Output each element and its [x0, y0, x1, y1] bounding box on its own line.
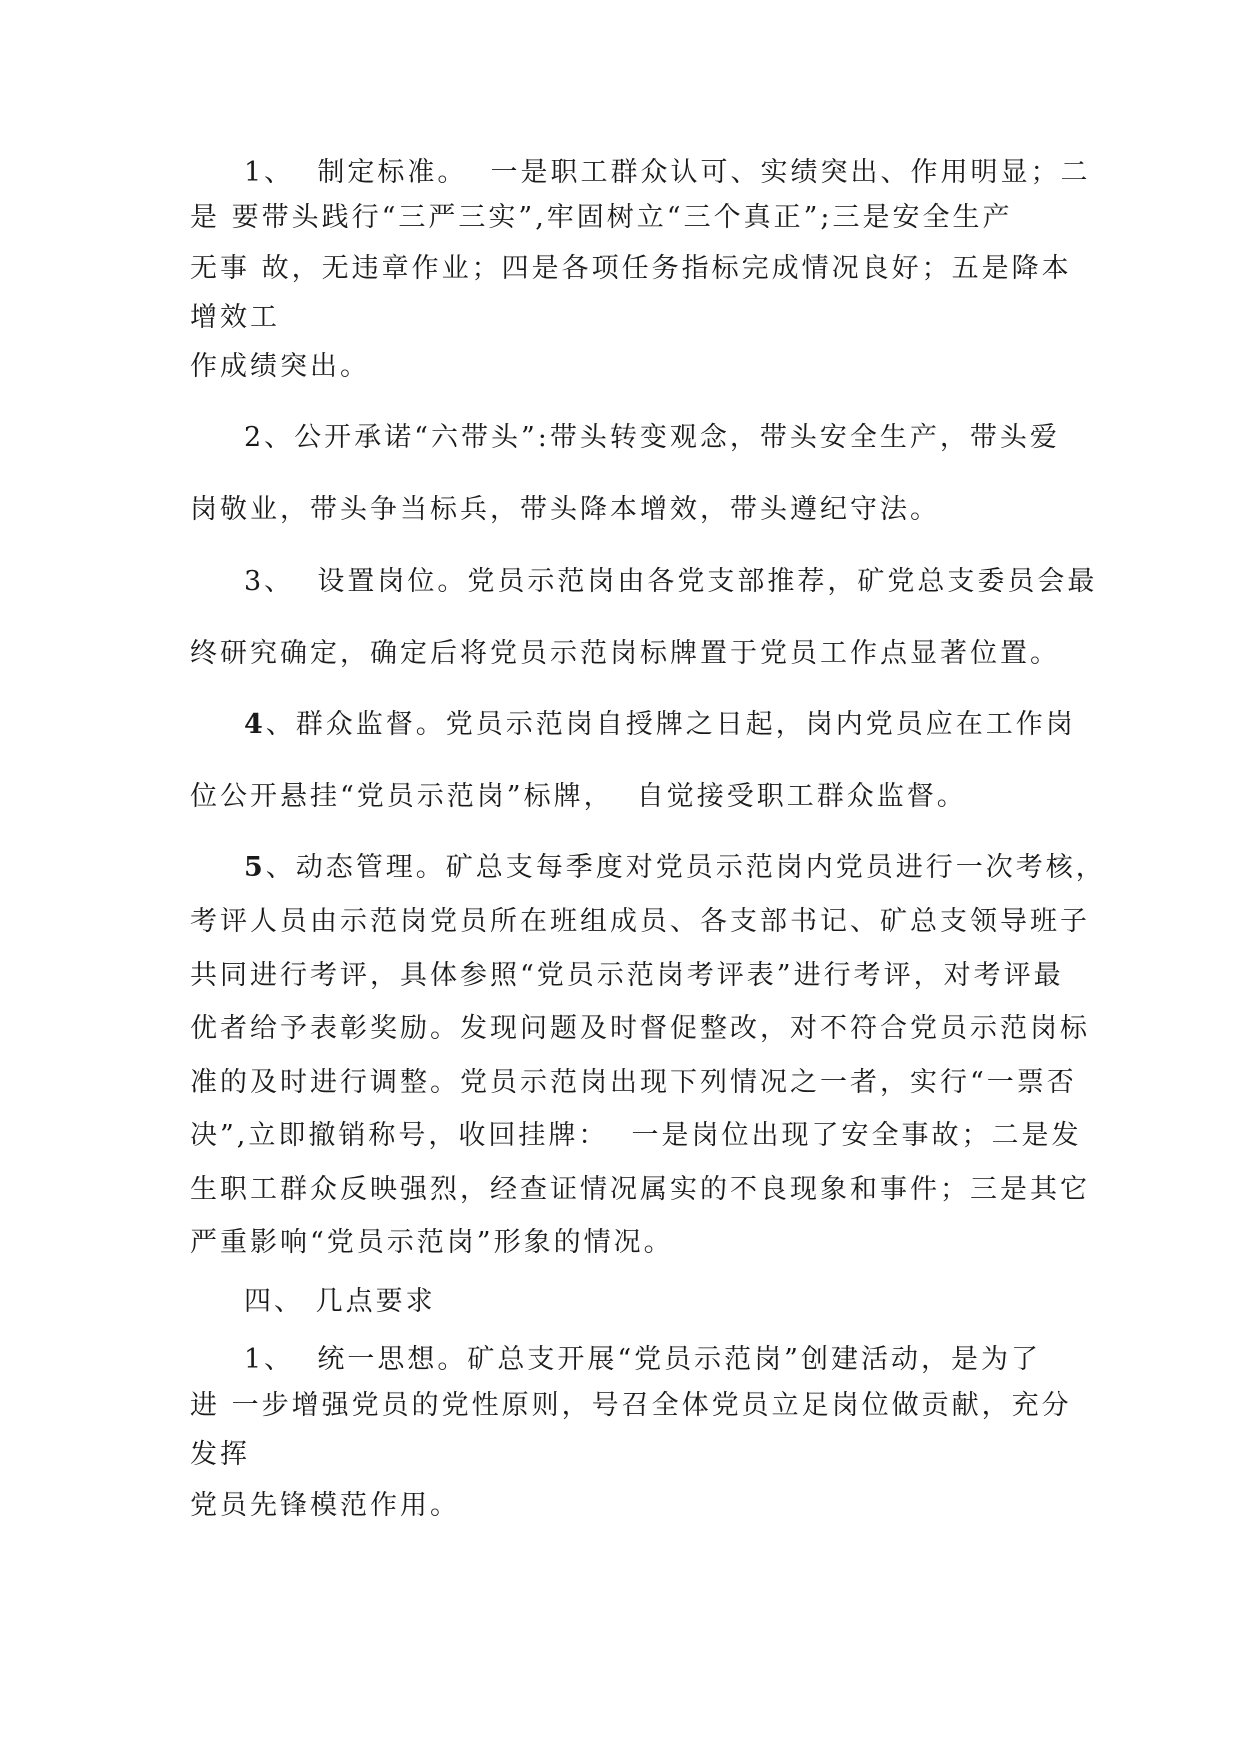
paragraph-line: 优者给予表彰奖励。发现问题及时督促整改，对不符合党员示范岗标: [190, 1013, 1090, 1044]
paragraph-line: 岗敬业，带头争当标兵，带头降本增效，带头遵纪守法。: [190, 494, 940, 525]
paragraph-line: 3、 设置岗位。党员示范岗由各党支部推荐，矿党总支委员会最: [244, 566, 1098, 597]
paragraph-line: 作成绩突出。: [190, 351, 370, 382]
paragraph-line: 是 要带头践行“三严三实”,牢固树立“三个真正”;三是安全生产: [190, 202, 1013, 233]
paragraph-line: 决”,立即撤销称号，收回挂牌： 一是岗位出现了安全事故；二是发: [190, 1120, 1082, 1151]
paragraph-line: 2、公开承诺“六带头”:带头转变观念，带头安全生产，带头爱: [244, 422, 1060, 453]
paragraph-line: 考评人员由示范岗党员所在班组成员、各支部书记、矿总支领导班子: [190, 906, 1090, 937]
paragraph-line: 严重影响“党员示范岗”形象的情况。: [190, 1227, 674, 1258]
paragraph-line: [244, 707, 1076, 743]
paragraph-number: 5: [244, 852, 266, 883]
paragraph-text: 、动态管理。矿总支每季度对党员示范岗内党员进行一次考核，: [265, 852, 1106, 883]
paragraph-line: 党员先锋模范作用。: [190, 1490, 460, 1521]
paragraph-line: 增效工: [190, 302, 280, 333]
paragraph-line: 共同进行考评，具体参照“党员示范岗考评表”进行考评，对考评最: [190, 960, 1064, 991]
paragraph-line: 位公开悬挂“党员示范岗”标牌， 自觉接受职工群众监督。: [190, 781, 967, 812]
paragraph-line: 生职工群众反映强烈，经查证情况属实的不良现象和事件；三是其它: [190, 1174, 1090, 1205]
paragraph-line: 发挥: [190, 1439, 250, 1470]
paragraph-line: 进 一步增强党员的党性原则，号召全体党员立足岗位做贡献，充分: [190, 1390, 1072, 1421]
paragraph-text: 、群众监督。党员示范岗自授牌之日起，岗内党员应在工作岗: [265, 709, 1076, 740]
paragraph-line: 无事 故，无违章作业；四是各项任务指标完成情况良好；五是降本: [190, 253, 1072, 284]
paragraph-line: 准的及时进行调整。党员示范岗出现下列情况之一者，实行“一票否: [190, 1067, 1077, 1098]
paragraph-line: [244, 850, 1106, 886]
paragraph-number: 4: [244, 709, 266, 740]
paragraph-line: 终研究确定，确定后将党员示范岗标牌置于党员工作点显著位置。: [190, 638, 1060, 669]
paragraph-line: 1、 统一思想。矿总支开展“党员示范岗”创建活动，是为了: [244, 1344, 1041, 1375]
paragraph-line: 1、 制定标准。 一是职工群众认可、实绩突出、作用明显；二: [244, 157, 1091, 188]
section-heading: 四、 几点要求: [244, 1286, 436, 1317]
